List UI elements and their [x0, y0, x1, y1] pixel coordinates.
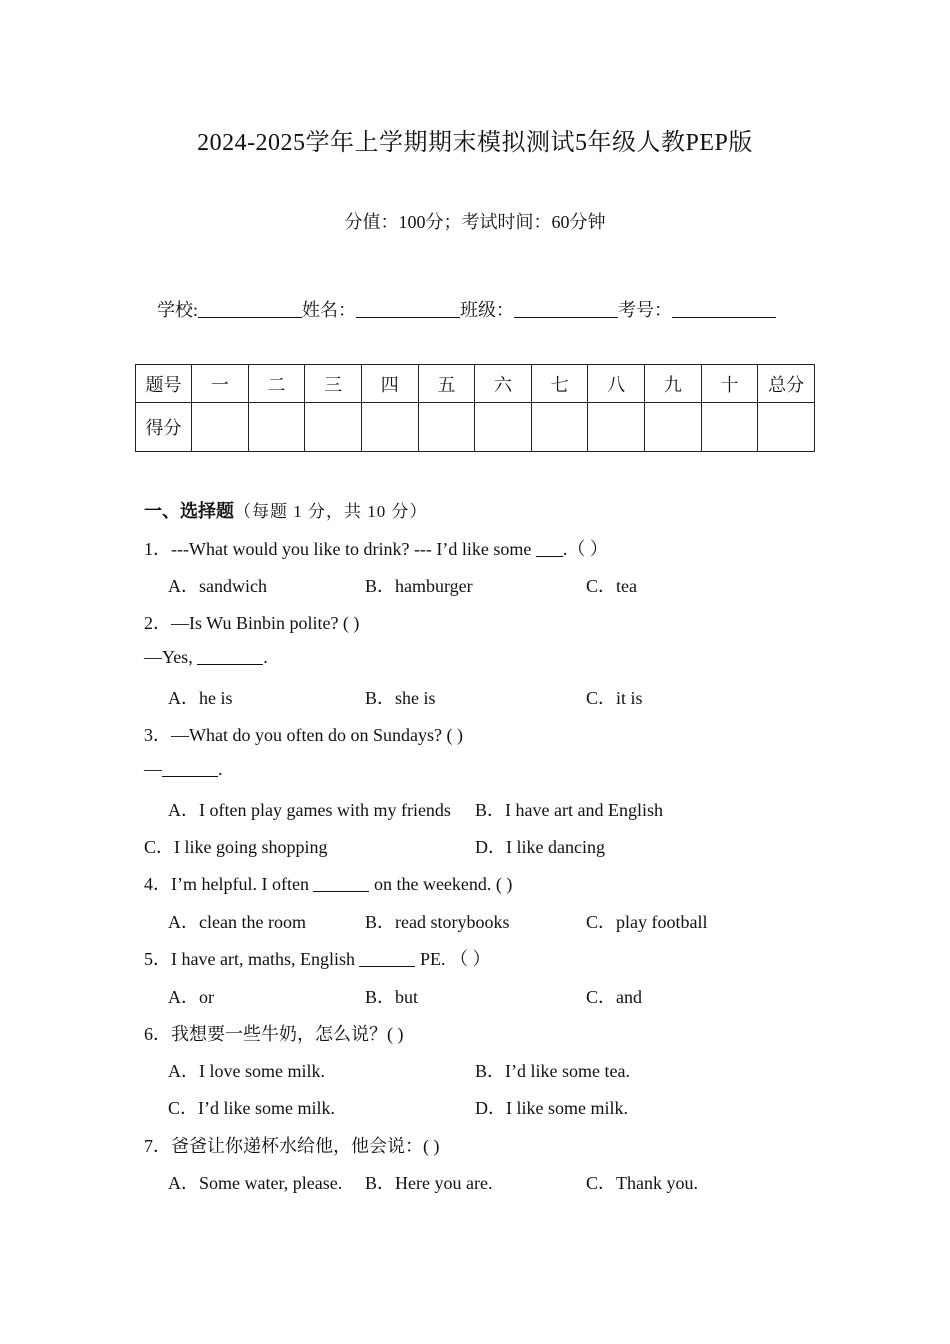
- table-header-cell: 一: [192, 365, 249, 403]
- reply-end: .: [218, 759, 223, 779]
- score-table-score-row: [136, 403, 815, 452]
- option-d[interactable]: D．I like some milk.: [475, 1098, 628, 1118]
- score-cell[interactable]: [758, 403, 815, 452]
- option-c[interactable]: C．Thank you.: [586, 1173, 698, 1193]
- score-cell[interactable]: [361, 403, 418, 452]
- section-title: 一、选择题: [144, 501, 234, 521]
- exam-no-label: 考号：: [618, 300, 673, 320]
- option-c[interactable]: C．I’d like some milk.: [168, 1098, 335, 1118]
- question-7: 7．爸爸让你递杯水给他，他会说：( ): [144, 1136, 440, 1156]
- name-blank[interactable]: [356, 299, 460, 318]
- option-a[interactable]: A．sandwich: [168, 576, 267, 596]
- option-b[interactable]: B．hamburger: [365, 576, 473, 596]
- reply-text: —Yes,: [144, 647, 193, 667]
- table-header-cell: 题号: [136, 365, 192, 403]
- exam-no-blank[interactable]: [672, 299, 776, 318]
- answer-blank[interactable]: [359, 950, 415, 967]
- question-5: [144, 945, 490, 971]
- question-stem: 5．I have art, maths, English: [144, 949, 355, 969]
- reply-end: .: [263, 647, 268, 667]
- score-row-label: 得分: [136, 403, 192, 452]
- score-cell[interactable]: [475, 403, 532, 452]
- option-b[interactable]: B．she is: [365, 688, 436, 708]
- option-c[interactable]: C．it is: [586, 688, 643, 708]
- option-b[interactable]: B．I’d like some tea.: [475, 1061, 630, 1081]
- table-header-cell: 二: [248, 365, 305, 403]
- score-table-header-row: [136, 365, 815, 403]
- question-3: 3．—What do you often do on Sundays? ( ): [144, 725, 463, 745]
- answer-blank[interactable]: [197, 648, 263, 665]
- table-header-cell: 六: [475, 365, 532, 403]
- question-2-reply: [144, 647, 268, 668]
- option-a[interactable]: A．I often play games with my friends: [168, 800, 451, 820]
- question-stem-end: .（ ）: [562, 539, 608, 559]
- score-cell[interactable]: [305, 403, 362, 452]
- option-c[interactable]: C．play football: [586, 912, 708, 932]
- question-1: [144, 535, 608, 561]
- table-header-cell: 九: [645, 365, 702, 403]
- answer-blank[interactable]: [313, 875, 369, 892]
- school-label: 学校:: [157, 300, 199, 320]
- question-2: 2．—Is Wu Binbin polite? ( ): [144, 613, 360, 633]
- class-blank[interactable]: [514, 299, 618, 318]
- option-a[interactable]: A．or: [168, 987, 214, 1007]
- question-stem-end: PE. （ ）: [419, 949, 491, 969]
- score-cell[interactable]: [531, 403, 588, 452]
- page-title: 2024-2025学年上学期期末模拟测试5年级人教PEP版: [197, 130, 753, 156]
- table-header-cell: 十: [701, 365, 758, 403]
- option-b[interactable]: B．read storybooks: [365, 912, 510, 932]
- score-table: [135, 364, 815, 452]
- school-blank[interactable]: [198, 299, 302, 318]
- table-header-cell: 总分: [758, 365, 815, 403]
- score-cell[interactable]: [418, 403, 475, 452]
- student-info-line: [157, 296, 776, 322]
- section-note: （每题 1 分，共 10 分）: [234, 502, 428, 521]
- option-b[interactable]: B．Here you are.: [365, 1173, 493, 1193]
- question-stem: 4．I’m helpful. I often: [144, 874, 309, 894]
- option-c[interactable]: C．tea: [586, 576, 637, 596]
- reply-text: —: [144, 759, 162, 779]
- option-d[interactable]: D．I like dancing: [475, 837, 605, 857]
- answer-blank[interactable]: [536, 540, 563, 557]
- option-c[interactable]: C．I like going shopping: [144, 837, 328, 857]
- option-c[interactable]: C．and: [586, 987, 642, 1007]
- score-cell[interactable]: [588, 403, 645, 452]
- question-stem-end: on the weekend. ( ): [373, 874, 513, 894]
- question-4: [144, 870, 512, 896]
- page-subtitle: 分值：100分；考试时间：60分钟: [344, 212, 606, 232]
- option-a[interactable]: A．Some water, please.: [168, 1173, 343, 1193]
- score-cell[interactable]: [192, 403, 249, 452]
- table-header-cell: 八: [588, 365, 645, 403]
- question-3-reply: [144, 759, 223, 780]
- name-label: 姓名：: [302, 300, 357, 320]
- question-6: 6．我想要一些牛奶，怎么说？( ): [144, 1024, 404, 1044]
- option-b[interactable]: B．but: [365, 987, 419, 1007]
- score-cell[interactable]: [248, 403, 305, 452]
- table-header-cell: 七: [531, 365, 588, 403]
- option-b[interactable]: B．I have art and English: [475, 800, 663, 820]
- score-cell[interactable]: [645, 403, 702, 452]
- score-cell[interactable]: [701, 403, 758, 452]
- table-header-cell: 四: [361, 365, 418, 403]
- table-header-cell: 三: [305, 365, 362, 403]
- option-a[interactable]: A．I love some milk.: [168, 1061, 325, 1081]
- answer-blank[interactable]: [162, 760, 218, 777]
- class-label: 班级：: [460, 300, 515, 320]
- option-a[interactable]: A．he is: [168, 688, 233, 708]
- question-stem: 1．---What would you like to drink? --- I’d like some: [144, 539, 532, 559]
- table-header-cell: 五: [418, 365, 475, 403]
- section-heading: [144, 497, 428, 523]
- option-a[interactable]: A．clean the room: [168, 912, 306, 932]
